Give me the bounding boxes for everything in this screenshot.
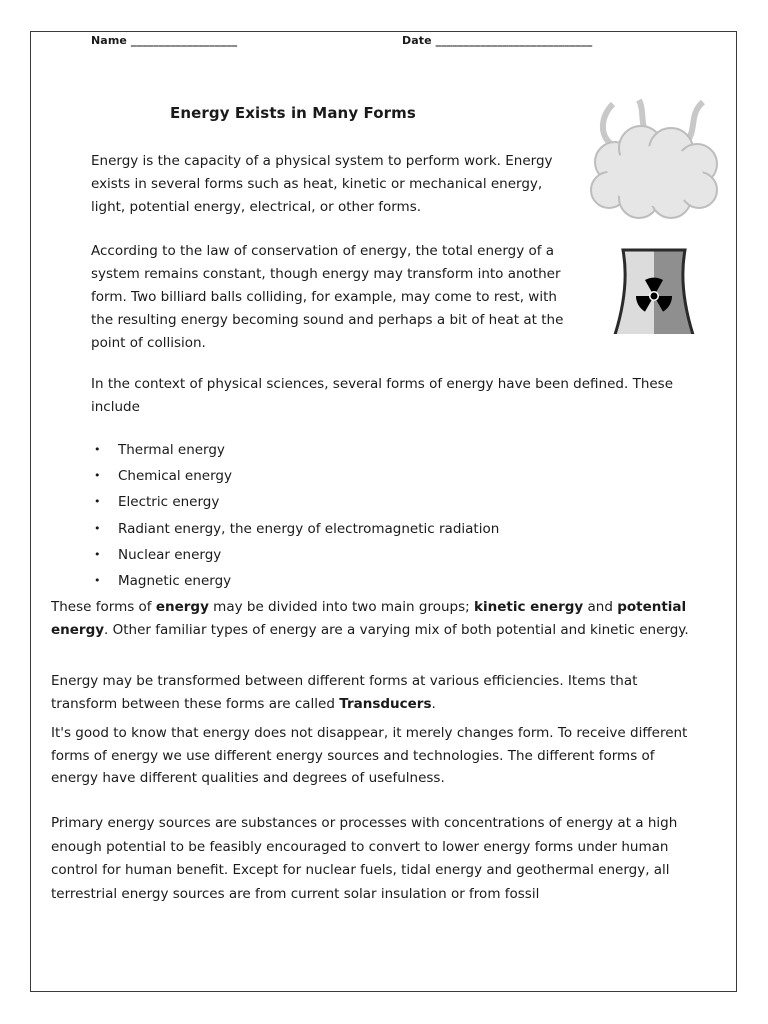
list-item: • Nuclear energy <box>91 542 499 568</box>
steam-cloud-icon <box>591 100 717 218</box>
list-item: • Magnetic energy <box>91 568 499 594</box>
bullet-icon: • <box>94 521 101 535</box>
bullet-icon: • <box>94 495 101 509</box>
worksheet-page <box>30 31 737 992</box>
bold-term: Transducers <box>339 695 432 712</box>
list-item: • Thermal energy <box>91 437 499 463</box>
bold-term: potential energy <box>51 599 687 638</box>
bullet-icon: • <box>94 547 101 561</box>
changes-form-paragraph: It's good to know that energy does not disappear, it merely changes form. To receive different forms of energy we use different energy sources and technologies. The different forms of energy have different qualities and degrees of usefulness. <box>51 725 688 786</box>
transducers-paragraph: Energy may be transformed between different forms at various efficiencies. Items that transform between these forms are called Transducers. <box>51 673 638 712</box>
date-field-label: Date ____________________________ <box>402 34 593 47</box>
energy-groups-paragraph: These forms of energy may be divided into two main groups; kinetic energy and potential energy. Other familiar types of energy are a varying mix of both potential and kinetic energy. <box>51 599 689 638</box>
context-paragraph: In the context of physical sciences, several forms of energy have been defined. These include <box>91 376 674 415</box>
conservation-paragraph: According to the law of conservation of energy, the total energy of a system remains constant, though energy may transform into another form. Two billiard balls colliding, for example, may come to rest, with the resulting energy becoming sound and perhaps a bit of heat at the point of collision. <box>91 243 564 351</box>
intro-paragraph: Energy is the capacity of a physical system to perform work. Energy exists in several forms such as heat, kinetic or mechanical energy, light, potential energy, electrical, or other forms. <box>91 153 553 215</box>
list-item: • Radiant energy, the energy of electromagnetic radiation <box>91 516 499 542</box>
list-item: • Electric energy <box>91 489 499 515</box>
primary-sources-paragraph: Primary energy sources are substances or processes with concentrations of energy at a high enough potential to be feasibly encouraged to convert to lower energy forms under human control for human benefit. Except for nuclear fuels, tidal energy and geothermal energy, all terrestrial energy sources are from current solar insulation or from fossil <box>51 815 678 902</box>
bold-term: energy <box>155 599 209 615</box>
list-item: • Chemical energy <box>91 463 499 489</box>
bullet-icon: • <box>94 573 101 587</box>
nuclear-cooling-tower-icon <box>579 94 729 334</box>
bullet-icon: • <box>94 443 101 456</box>
page-title: Energy Exists in Many Forms <box>170 104 416 122</box>
name-field-label: Name ___________________ <box>91 34 238 47</box>
energy-forms-list <box>91 437 499 594</box>
bold-term: kinetic energy <box>474 599 584 615</box>
bullet-icon: • <box>94 469 101 483</box>
